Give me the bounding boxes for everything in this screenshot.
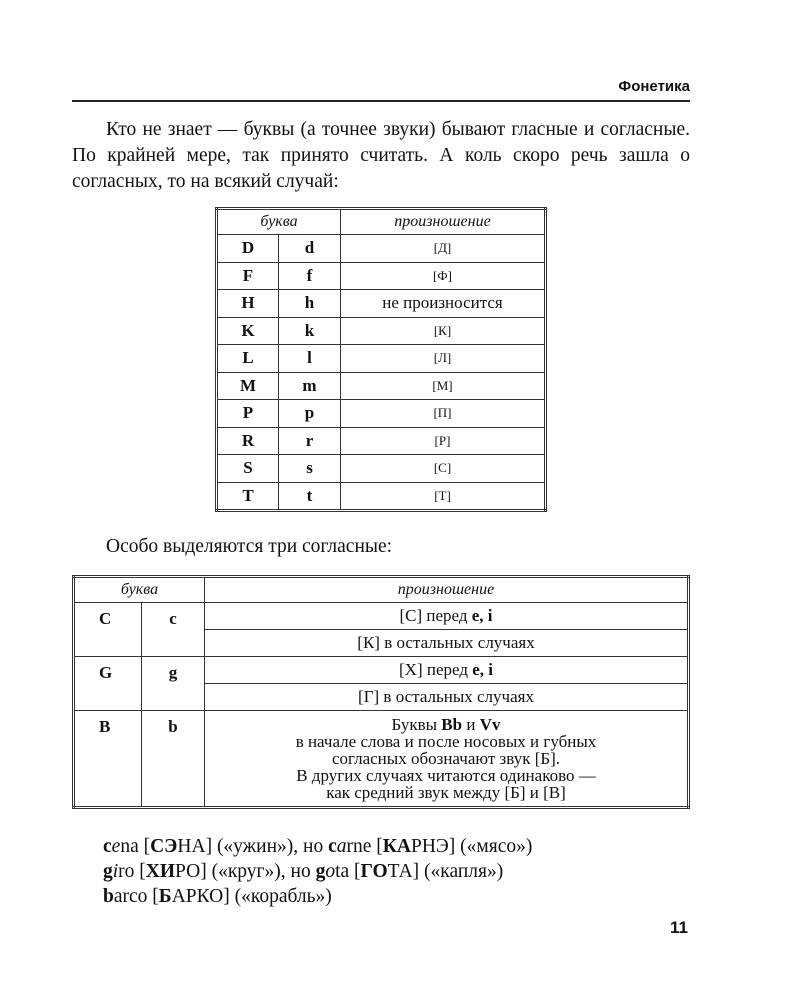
table-row	[217, 262, 546, 290]
letter-upper: F	[217, 262, 279, 290]
header-rule	[72, 100, 690, 102]
letter-lower: c	[142, 603, 205, 657]
letter-lower: s	[279, 455, 341, 483]
letter-lower: m	[279, 372, 341, 400]
pronunciation-cell: [С] перед e, i	[205, 603, 689, 630]
letter-upper: G	[74, 657, 142, 711]
pronunciation-cell: [Д]	[341, 235, 546, 263]
table-row	[217, 345, 546, 373]
pronunciation-cell: [С]	[341, 455, 546, 483]
table-header-row	[217, 209, 546, 235]
letter-lower: b	[142, 711, 205, 808]
table-row	[217, 482, 546, 511]
pronunciation-cell: [Р]	[341, 427, 546, 455]
table-row	[217, 372, 546, 400]
table-row	[217, 455, 546, 483]
letter-upper: L	[217, 345, 279, 373]
consonants-table-body	[217, 235, 546, 511]
example-line: giro [ХИРО] («круг»), но gota [ГОТА] («капля»)	[103, 861, 504, 882]
pronunciation-cell: не произносится	[341, 290, 546, 318]
letter-lower: r	[279, 427, 341, 455]
table-row	[217, 400, 546, 428]
letter-upper: H	[217, 290, 279, 318]
consonants-table	[215, 207, 547, 512]
letter-lower: h	[279, 290, 341, 318]
pronunciation-cell: [Л]	[341, 345, 546, 373]
letter-lower: p	[279, 400, 341, 428]
pronunciation-cell: [Ф]	[341, 262, 546, 290]
letter-lower: g	[142, 657, 205, 711]
intro-paragraph: Кто не знает — буквы (а точнее звуки) бывают гласные и согласные. По крайней мере, так принято считать. А коль скоро речь зашла о согласных, то на всякий случай:	[72, 119, 690, 192]
table-row	[217, 317, 546, 345]
letter-upper: M	[217, 372, 279, 400]
table-row-c	[74, 603, 689, 630]
pronunciation-cell: [Т]	[341, 482, 546, 511]
letter-upper: C	[74, 603, 142, 657]
table-header-row	[74, 577, 689, 603]
header-letter: буква	[74, 577, 205, 603]
pronunciation-cell: [М]	[341, 372, 546, 400]
pronunciation-cell: [Х] перед e, i	[205, 657, 689, 684]
header-pronunciation: произношение	[205, 577, 689, 603]
letter-upper: K	[217, 317, 279, 345]
table-row	[217, 427, 546, 455]
example-line: cena [СЭНА] («ужин»), но carne [КАРНЭ] («мясо»)	[103, 836, 533, 857]
letter-lower: k	[279, 317, 341, 345]
table-row	[217, 235, 546, 263]
page-number: 11	[670, 918, 688, 937]
header-pronunciation: произношение	[341, 209, 546, 235]
pronunciation-cell: [К]	[341, 317, 546, 345]
letter-upper: T	[217, 482, 279, 511]
table-row-b	[74, 711, 689, 808]
letter-upper: P	[217, 400, 279, 428]
pronunciation-cell: Буквы Bb и Vv в начале слова и после носовых и губных согласных обозначают звук [Б]. В других случаях читаются одинаково — как средний звук между [Б] и [В]	[205, 711, 689, 808]
letter-lower: l	[279, 345, 341, 373]
letter-upper: R	[217, 427, 279, 455]
table-row	[217, 290, 546, 318]
examples-list	[103, 834, 532, 909]
pronunciation-cell: [К] в остальных случаях	[205, 630, 689, 657]
letter-lower: f	[279, 262, 341, 290]
subheading: Особо выделяются три согласные:	[106, 536, 393, 557]
letter-lower: t	[279, 482, 341, 511]
table-row-g	[74, 657, 689, 684]
pronunciation-cell: [П]	[341, 400, 546, 428]
letter-upper: S	[217, 455, 279, 483]
header-letter: буква	[217, 209, 341, 235]
running-header: Фонетика	[618, 78, 690, 95]
letter-upper: D	[217, 235, 279, 263]
letter-lower: d	[279, 235, 341, 263]
pronunciation-cell: [Г] в остальных случаях	[205, 684, 689, 711]
special-consonants-table	[72, 575, 690, 809]
example-line: barco [БАРКО] («корабль»)	[103, 886, 332, 907]
letter-upper: B	[74, 711, 142, 808]
